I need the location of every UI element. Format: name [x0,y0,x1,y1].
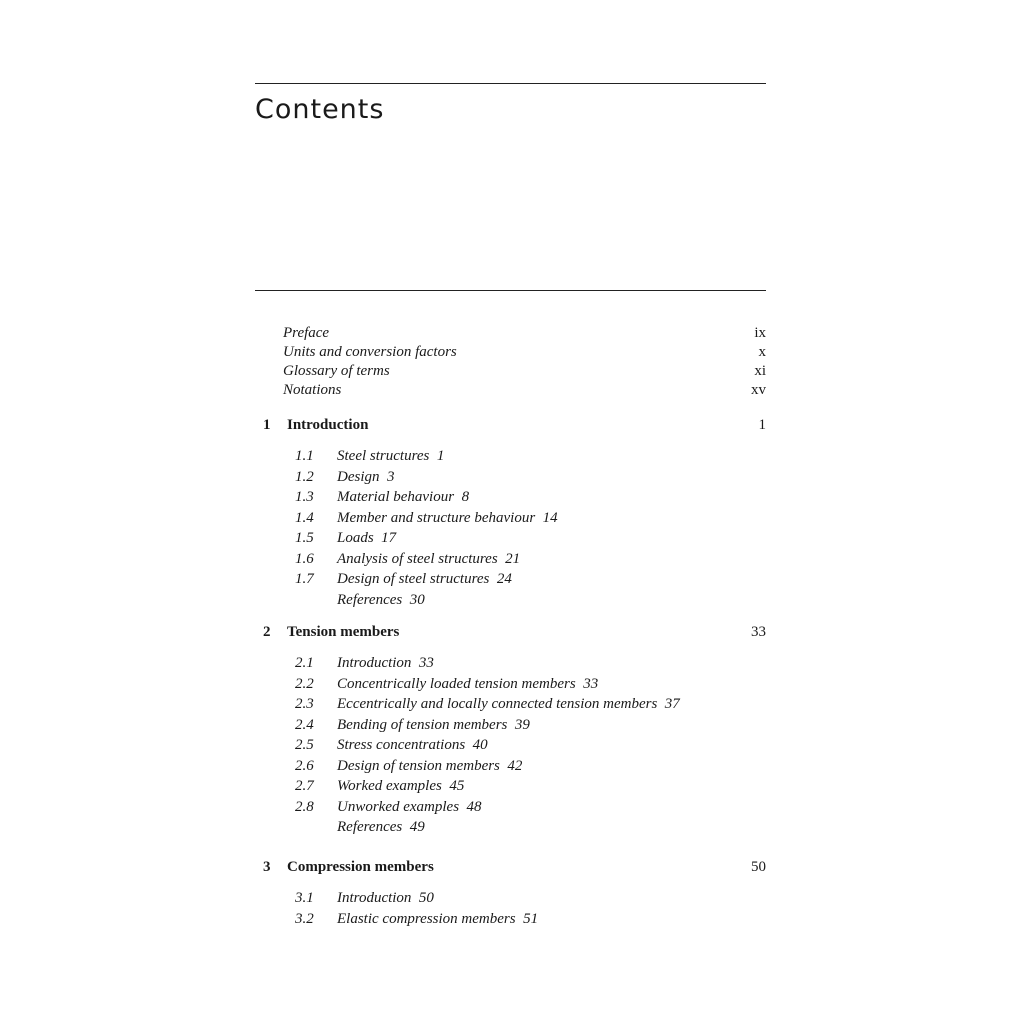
chapter-page-number: 50 [751,859,766,875]
section-number: 1.7 [295,571,314,587]
chapter-heading [263,622,766,642]
section-entry [295,817,755,837]
section-number: 2.8 [295,799,314,815]
front-matter-entry [283,361,766,381]
section-title: Member and structure behaviour 14 [337,510,558,526]
section-entry [295,715,755,735]
section-title: Design of steel structures 24 [337,571,512,587]
chapter-number: 3 [263,859,271,875]
chapter-number: 1 [263,417,271,433]
section-number: 2.2 [295,676,314,692]
chapter-heading [263,857,766,877]
section-title: References 49 [337,819,425,835]
section-number: 1.3 [295,489,314,505]
section-number: 3.1 [295,890,314,906]
section-title: Introduction 50 [337,890,434,906]
section-entry [295,888,755,908]
section-entry [295,508,755,528]
section-title: References 30 [337,592,425,608]
section-title: Bending of tension members 39 [337,717,530,733]
section-title: Unworked examples 48 [337,799,482,815]
entry-title: Preface [283,325,330,341]
section-entry [295,909,755,929]
section-number: 1.4 [295,510,314,526]
section-entry [295,797,755,817]
section-title: Worked examples 45 [337,778,465,794]
section-entry [295,590,755,610]
section-number: 2.3 [295,696,314,712]
chapter-title: Introduction [287,417,369,433]
front-matter-entry [283,342,766,362]
section-entry [295,467,755,487]
page-title: Contents [255,94,385,125]
section-entry [295,528,755,548]
section-entry [295,756,755,776]
section-number: 1.2 [295,469,314,485]
section-title: Stress concentrations 40 [337,737,488,753]
section-title: Elastic compression members 51 [337,911,539,927]
section-title: Eccentrically and locally connected tension members 37 [337,696,680,712]
section-number: 2.4 [295,717,314,733]
chapter-title: Tension members [287,624,400,640]
chapter-page-number: 33 [751,624,766,640]
section-entry [295,446,755,466]
section-number: 2.5 [295,737,314,753]
section-title: Introduction 33 [337,655,434,671]
section-entry [295,487,755,507]
section-title: Steel structures 1 [337,448,445,464]
section-title: Loads 17 [337,530,397,546]
section-title: Analysis of steel structures 21 [337,551,521,567]
entry-page-number: xv [751,382,766,398]
section-number: 2.7 [295,778,314,794]
section-number: 1.5 [295,530,314,546]
front-matter-entry [283,380,766,400]
section-number: 1.1 [295,448,314,464]
section-entry [295,653,755,673]
section-number: 3.2 [295,911,314,927]
section-entry [295,776,755,796]
entry-page-number: x [758,344,766,360]
section-title: Design 3 [337,469,395,485]
section-entry [295,694,755,714]
entry-title: Glossary of terms [283,363,390,379]
section-number: 2.1 [295,655,314,671]
chapter-title: Compression members [287,859,434,875]
section-title: Concentrically loaded tension members 33 [337,676,599,692]
section-entry [295,735,755,755]
section-number: 1.6 [295,551,314,567]
entry-page-number: xi [754,363,766,379]
chapter-number: 2 [263,624,271,640]
entry-title: Notations [283,382,342,398]
entry-page-number: ix [754,325,766,341]
chapter-page-number: 1 [758,417,766,433]
entry-title: Units and conversion factors [283,344,457,360]
section-entry [295,549,755,569]
section-title: Material behaviour 8 [337,489,470,505]
section-number: 2.6 [295,758,314,774]
section-entry [295,569,755,589]
front-matter-entry [283,323,766,343]
chapter-heading [263,415,766,435]
section-entry [295,674,755,694]
section-title: Design of tension members 42 [337,758,523,774]
